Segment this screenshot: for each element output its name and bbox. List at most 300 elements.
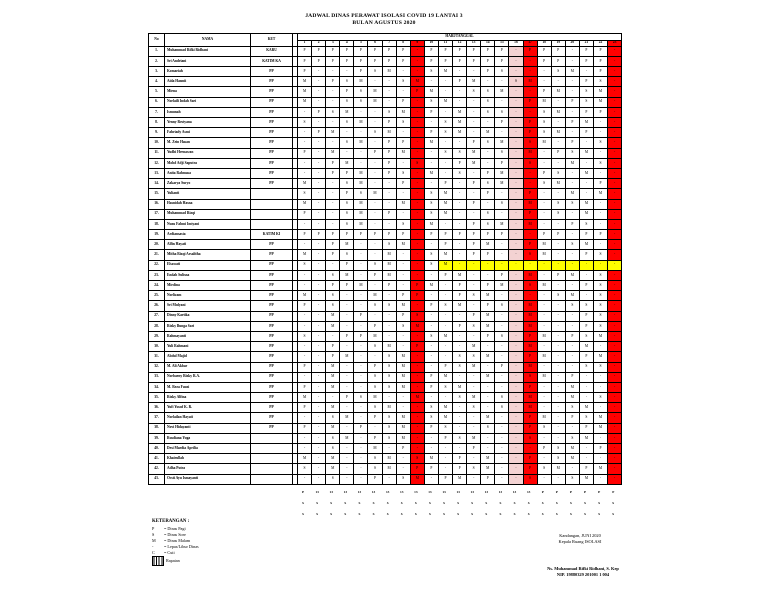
staff-ket: PP [251, 291, 293, 301]
shift-cell: P [368, 321, 382, 331]
shift-cell: - [354, 148, 368, 158]
shift-cell: - [608, 281, 622, 291]
shift-cell: S [326, 444, 340, 454]
shift-cell: M [593, 352, 607, 362]
shift-cell: - [354, 270, 368, 280]
day-header: 2 [312, 40, 326, 46]
shift-cell: - [551, 342, 565, 352]
staff-no: 39. [149, 433, 165, 443]
shift-cell: S [340, 77, 354, 87]
shift-cell: - [410, 331, 424, 341]
shift-cell: - [608, 77, 622, 87]
shift-cell: - [551, 158, 565, 168]
shift-cell: - [368, 168, 382, 178]
shift-cell: P [396, 138, 410, 148]
staff-row [149, 97, 622, 107]
totals-cell: S [443, 512, 445, 516]
staff-no: 24. [149, 281, 165, 291]
shift-cell: P [340, 87, 354, 97]
shift-cell: - [410, 372, 424, 382]
shift-cell: - [438, 321, 452, 331]
shift-cell: S [481, 219, 495, 229]
shift-cell: - [368, 352, 382, 362]
staff-ket: PP [251, 372, 293, 382]
shift-cell: - [608, 352, 622, 362]
shift-cell: M [481, 454, 495, 464]
shift-cell: - [495, 311, 509, 321]
totals-cell: S [316, 501, 319, 505]
staff-ket: PP [251, 403, 293, 413]
staff-ket [251, 219, 293, 229]
shift-cell: - [495, 291, 509, 301]
shift-cell: - [326, 393, 340, 403]
shift-cell: - [424, 342, 438, 352]
shift-cell: S [368, 67, 382, 77]
shift-cell: P [579, 311, 593, 321]
header-tanggal: HARI/TANGGAL [298, 34, 622, 41]
shift-cell: P [579, 46, 593, 56]
shift-cell: - [608, 270, 622, 280]
shift-cell: S [565, 433, 579, 443]
totals-cell: S [372, 501, 375, 505]
shift-cell: - [509, 209, 523, 219]
schedule-title: JADWAL DINAS PERAWAT ISOLASI COVID 19 LANTAI 3 [305, 13, 463, 19]
shift-cell: - [410, 56, 424, 66]
shift-cell: M [523, 342, 537, 352]
shift-cell: - [298, 433, 312, 443]
shift-cell: - [509, 118, 523, 128]
shift-cell: M [523, 199, 537, 209]
shift-cell: M [481, 311, 495, 321]
shift-cell: - [312, 362, 326, 372]
shift-cell: M [467, 158, 481, 168]
shift-cell: - [410, 433, 424, 443]
staff-no: 33. [149, 372, 165, 382]
shift-cell: S [298, 118, 312, 128]
shift-cell: - [410, 128, 424, 138]
shift-cell: M [551, 464, 565, 474]
shift-cell: - [551, 331, 565, 341]
shift-cell: - [424, 158, 438, 168]
shift-cell: - [382, 199, 396, 209]
shift-cell: - [410, 209, 424, 219]
shift-cell: P [340, 46, 354, 56]
shift-cell: - [565, 56, 579, 66]
shift-cell: P [467, 56, 481, 66]
shift-cell: - [453, 342, 467, 352]
staff-no: 18. [149, 219, 165, 229]
staff-row [149, 168, 622, 178]
shift-cell: - [312, 444, 326, 454]
staff-row [149, 372, 622, 382]
shift-cell: P [368, 413, 382, 423]
shift-cell: - [312, 189, 326, 199]
shift-cell: - [396, 393, 410, 403]
staff-no: 37. [149, 413, 165, 423]
shift-cell: - [410, 362, 424, 372]
shift-cell: M [382, 270, 396, 280]
shift-cell: - [424, 352, 438, 362]
shift-cell: P [467, 179, 481, 189]
shift-cell: - [312, 342, 326, 352]
shift-cell: - [424, 179, 438, 189]
legend-text: = Dinas Pagi [164, 526, 186, 531]
shift-cell: P [565, 413, 579, 423]
shift-cell: - [551, 138, 565, 148]
shift-cell: - [608, 87, 622, 97]
shift-cell: - [410, 67, 424, 77]
shift-cell: S [551, 209, 565, 219]
shift-cell: P [523, 97, 537, 107]
staff-ket: PP [251, 331, 293, 341]
shift-cell: - [481, 118, 495, 128]
staff-row [149, 148, 622, 158]
shift-cell: - [509, 382, 523, 392]
staff-name: M. Zein Hasan [165, 138, 251, 148]
shift-cell: - [354, 250, 368, 260]
shift-cell: S [424, 189, 438, 199]
shift-cell: M [495, 138, 509, 148]
shift-cell: P [453, 46, 467, 56]
staff-no: 26. [149, 301, 165, 311]
shift-cell: P [298, 362, 312, 372]
staff-ket: PP [251, 382, 293, 392]
shift-cell: - [312, 281, 326, 291]
shift-cell: - [382, 311, 396, 321]
staff-no: 3. [149, 67, 165, 77]
shift-cell: - [354, 433, 368, 443]
shift-cell: M [537, 240, 551, 250]
shift-cell: M [495, 168, 509, 178]
shift-cell: S [424, 199, 438, 209]
shift-cell: S [340, 179, 354, 189]
shift-cell: - [396, 270, 410, 280]
shift-cell: - [410, 382, 424, 392]
shift-cell: S [438, 128, 452, 138]
shift-cell: - [326, 219, 340, 229]
shift-cell: P [579, 281, 593, 291]
shift-cell: - [593, 219, 607, 229]
totals-cell: 13 [442, 490, 446, 494]
staff-row [149, 433, 622, 443]
shift-cell: P [424, 382, 438, 392]
shift-cell: - [312, 240, 326, 250]
shift-cell: P [368, 270, 382, 280]
shift-cell: - [410, 107, 424, 117]
shift-cell: - [340, 474, 354, 484]
shift-cell: - [410, 219, 424, 229]
shift-cell: - [312, 433, 326, 443]
shift-cell: M [523, 321, 537, 331]
shift-cell: S [340, 199, 354, 209]
shift-cell: - [608, 372, 622, 382]
shift-cell: S [495, 148, 509, 158]
shift-cell: - [551, 403, 565, 413]
shift-cell: - [565, 209, 579, 219]
shift-cell: P [396, 56, 410, 66]
shift-cell: - [298, 342, 312, 352]
signature-nip: NIP. 19880329 201001 1 004 [556, 572, 610, 577]
shift-cell: - [537, 189, 551, 199]
shift-cell: - [509, 199, 523, 209]
shift-cell: - [509, 250, 523, 260]
shift-cell: - [410, 189, 424, 199]
shift-cell: - [608, 362, 622, 372]
hatch-swatch-icon [152, 556, 164, 566]
shift-cell: P [593, 67, 607, 77]
shift-cell: S [354, 87, 368, 97]
shift-cell: M [326, 321, 340, 331]
staff-row [149, 270, 622, 280]
staff-no: 10. [149, 138, 165, 148]
shift-cell: P [424, 56, 438, 66]
shift-cell: S [382, 372, 396, 382]
shift-cell: P [340, 281, 354, 291]
shift-cell: P [537, 230, 551, 240]
totals-cell: S [471, 512, 474, 516]
shift-cell: P [523, 423, 537, 433]
shift-cell: - [593, 148, 607, 158]
totals-cell: S [358, 512, 361, 516]
shift-cell: - [312, 199, 326, 209]
shift-cell: S [593, 362, 607, 372]
day-header: 19 [551, 40, 565, 46]
shift-cell: - [453, 413, 467, 423]
shift-cell: - [340, 342, 354, 352]
totals-cell: 13 [400, 490, 404, 494]
staff-ket: PP [251, 270, 293, 280]
shift-cell: P [340, 56, 354, 66]
shift-cell: P [298, 46, 312, 56]
shift-cell: S [537, 107, 551, 117]
staff-no: 43. [149, 474, 165, 484]
shift-cell: - [608, 67, 622, 77]
shift-cell: M [340, 413, 354, 423]
shift-cell: - [453, 199, 467, 209]
shift-cell: M [453, 118, 467, 128]
shift-cell: M [467, 433, 481, 443]
shift-cell: S [467, 403, 481, 413]
shift-cell: - [565, 46, 579, 56]
shift-cell: M [579, 342, 593, 352]
shift-cell: P [551, 148, 565, 158]
shift-cell: M [396, 362, 410, 372]
shift-cell: - [481, 148, 495, 158]
shift-cell: P [593, 46, 607, 56]
shift-cell: - [368, 199, 382, 209]
shift-cell: - [593, 433, 607, 443]
shift-cell: - [424, 433, 438, 443]
shift-cell: - [551, 362, 565, 372]
shift-cell: P [438, 56, 452, 66]
shift-cell: S [368, 260, 382, 270]
header-ket: KET [251, 34, 293, 47]
shift-cell: - [467, 118, 481, 128]
totals-cell: 13 [371, 490, 376, 494]
shift-cell: P [551, 56, 565, 66]
totals-cell: S [386, 501, 389, 505]
shift-cell: M [424, 138, 438, 148]
shift-cell: P [537, 46, 551, 56]
day-header: 11 [438, 40, 452, 46]
shift-cell: - [438, 77, 452, 87]
legend-title: KETERANGAN : [152, 519, 190, 524]
shift-cell: P [565, 118, 579, 128]
staff-row [149, 311, 622, 321]
shift-cell: P [396, 291, 410, 301]
shift-cell: - [438, 87, 452, 97]
shift-cell: M [579, 474, 593, 484]
shift-cell: - [509, 423, 523, 433]
shift-cell: M [438, 372, 452, 382]
staff-name: Khairullah [165, 454, 251, 464]
shift-cell: - [537, 342, 551, 352]
shift-cell: P [481, 250, 495, 260]
shift-cell: P [298, 209, 312, 219]
shift-cell: - [382, 393, 396, 403]
shift-cell: S [340, 118, 354, 128]
shift-cell: - [368, 311, 382, 321]
shift-cell: - [509, 403, 523, 413]
shift-cell: - [509, 270, 523, 280]
shift-cell: P [382, 148, 396, 158]
shift-cell: P [326, 77, 340, 87]
shift-cell: - [608, 118, 622, 128]
shift-cell: - [537, 311, 551, 321]
shift-cell: P [438, 230, 452, 240]
shift-cell: M [326, 148, 340, 158]
staff-no: 20. [149, 240, 165, 250]
shift-cell: M [396, 352, 410, 362]
shift-cell: S [410, 158, 424, 168]
shift-cell: M [298, 179, 312, 189]
shift-cell: M [523, 301, 537, 311]
shift-cell: - [312, 423, 326, 433]
shift-cell: M [593, 87, 607, 97]
staff-ket: PP [251, 250, 293, 260]
shift-cell: - [312, 270, 326, 280]
shift-cell: S [424, 97, 438, 107]
shift-cell: S [551, 291, 565, 301]
staff-ket [251, 209, 293, 219]
shift-cell: S [382, 382, 396, 392]
staff-ket [251, 199, 293, 209]
staff-name: Hasnidah Hasna [165, 199, 251, 209]
shift-cell: M [438, 97, 452, 107]
shift-cell: S [382, 423, 396, 433]
shift-cell: M [298, 97, 312, 107]
shift-cell: P [424, 301, 438, 311]
shift-cell: S [523, 372, 537, 382]
day-header: 23 [608, 40, 622, 46]
shift-cell: - [410, 138, 424, 148]
shift-cell: P [495, 56, 509, 66]
shift-cell: P [396, 444, 410, 454]
totals-cell: S [555, 501, 558, 505]
shift-cell: - [453, 67, 467, 77]
shift-cell: S [298, 260, 312, 270]
shift-cell: M [551, 128, 565, 138]
staff-row [149, 382, 622, 392]
shift-cell: S [565, 403, 579, 413]
shift-cell: - [509, 444, 523, 454]
shift-cell: P [340, 230, 354, 240]
shift-cell: P [523, 382, 537, 392]
shift-cell: S [495, 199, 509, 209]
shift-cell: S [424, 67, 438, 77]
shift-cell: P [354, 56, 368, 66]
shift-cell: - [312, 372, 326, 382]
shift-cell: P [579, 464, 593, 474]
shift-cell: S [382, 362, 396, 372]
shift-cell: - [424, 321, 438, 331]
staff-row [149, 138, 622, 148]
shift-cell: S [579, 301, 593, 311]
shift-cell: P [481, 189, 495, 199]
totals-cell: S [330, 501, 333, 505]
shift-cell: P [438, 362, 452, 372]
shift-cell: P [467, 230, 481, 240]
shift-cell: S [523, 281, 537, 291]
shift-cell: - [467, 454, 481, 464]
staff-ket: PP [251, 362, 293, 372]
day-header: 10 [424, 40, 438, 46]
staff-row [149, 189, 622, 199]
shift-cell: S [565, 301, 579, 311]
shift-cell: M [481, 240, 495, 250]
shift-cell: P [579, 230, 593, 240]
staff-name: Norlailan Hayati [165, 413, 251, 423]
shift-cell: P [410, 87, 424, 97]
day-header: 13 [467, 40, 481, 46]
shift-cell: - [593, 240, 607, 250]
legend-code: P [152, 526, 155, 531]
shift-cell: P [523, 118, 537, 128]
day-header: 9 [410, 40, 424, 46]
shift-cell: - [312, 321, 326, 331]
shift-cell: - [424, 240, 438, 250]
shift-cell: - [565, 179, 579, 189]
shift-cell: P [326, 352, 340, 362]
shift-cell: - [523, 179, 537, 189]
shift-cell: S [368, 128, 382, 138]
staff-ket: PP [251, 342, 293, 352]
totals-cell: S [372, 512, 375, 516]
shift-cell: M [382, 342, 396, 352]
schedule-subtitle: BULAN AGUSTUS 2020 [352, 20, 416, 26]
shift-cell: - [579, 291, 593, 301]
shift-cell: P [382, 138, 396, 148]
shift-cell: P [537, 56, 551, 66]
shift-cell: - [495, 189, 509, 199]
shift-cell: - [509, 352, 523, 362]
staff-no: 23. [149, 270, 165, 280]
shift-cell: P [326, 240, 340, 250]
shift-cell: - [608, 168, 622, 178]
shift-cell: P [453, 56, 467, 66]
shift-cell: P [382, 209, 396, 219]
shift-cell: S [593, 270, 607, 280]
shift-cell: - [438, 464, 452, 474]
totals-cell: 13 [498, 490, 503, 494]
shift-cell: P [340, 189, 354, 199]
shift-cell: - [396, 260, 410, 270]
shift-cell: - [467, 413, 481, 423]
totals-cell: S [443, 501, 445, 505]
shift-cell: - [537, 474, 551, 484]
shift-cell: - [326, 260, 340, 270]
shift-cell: P [579, 321, 593, 331]
